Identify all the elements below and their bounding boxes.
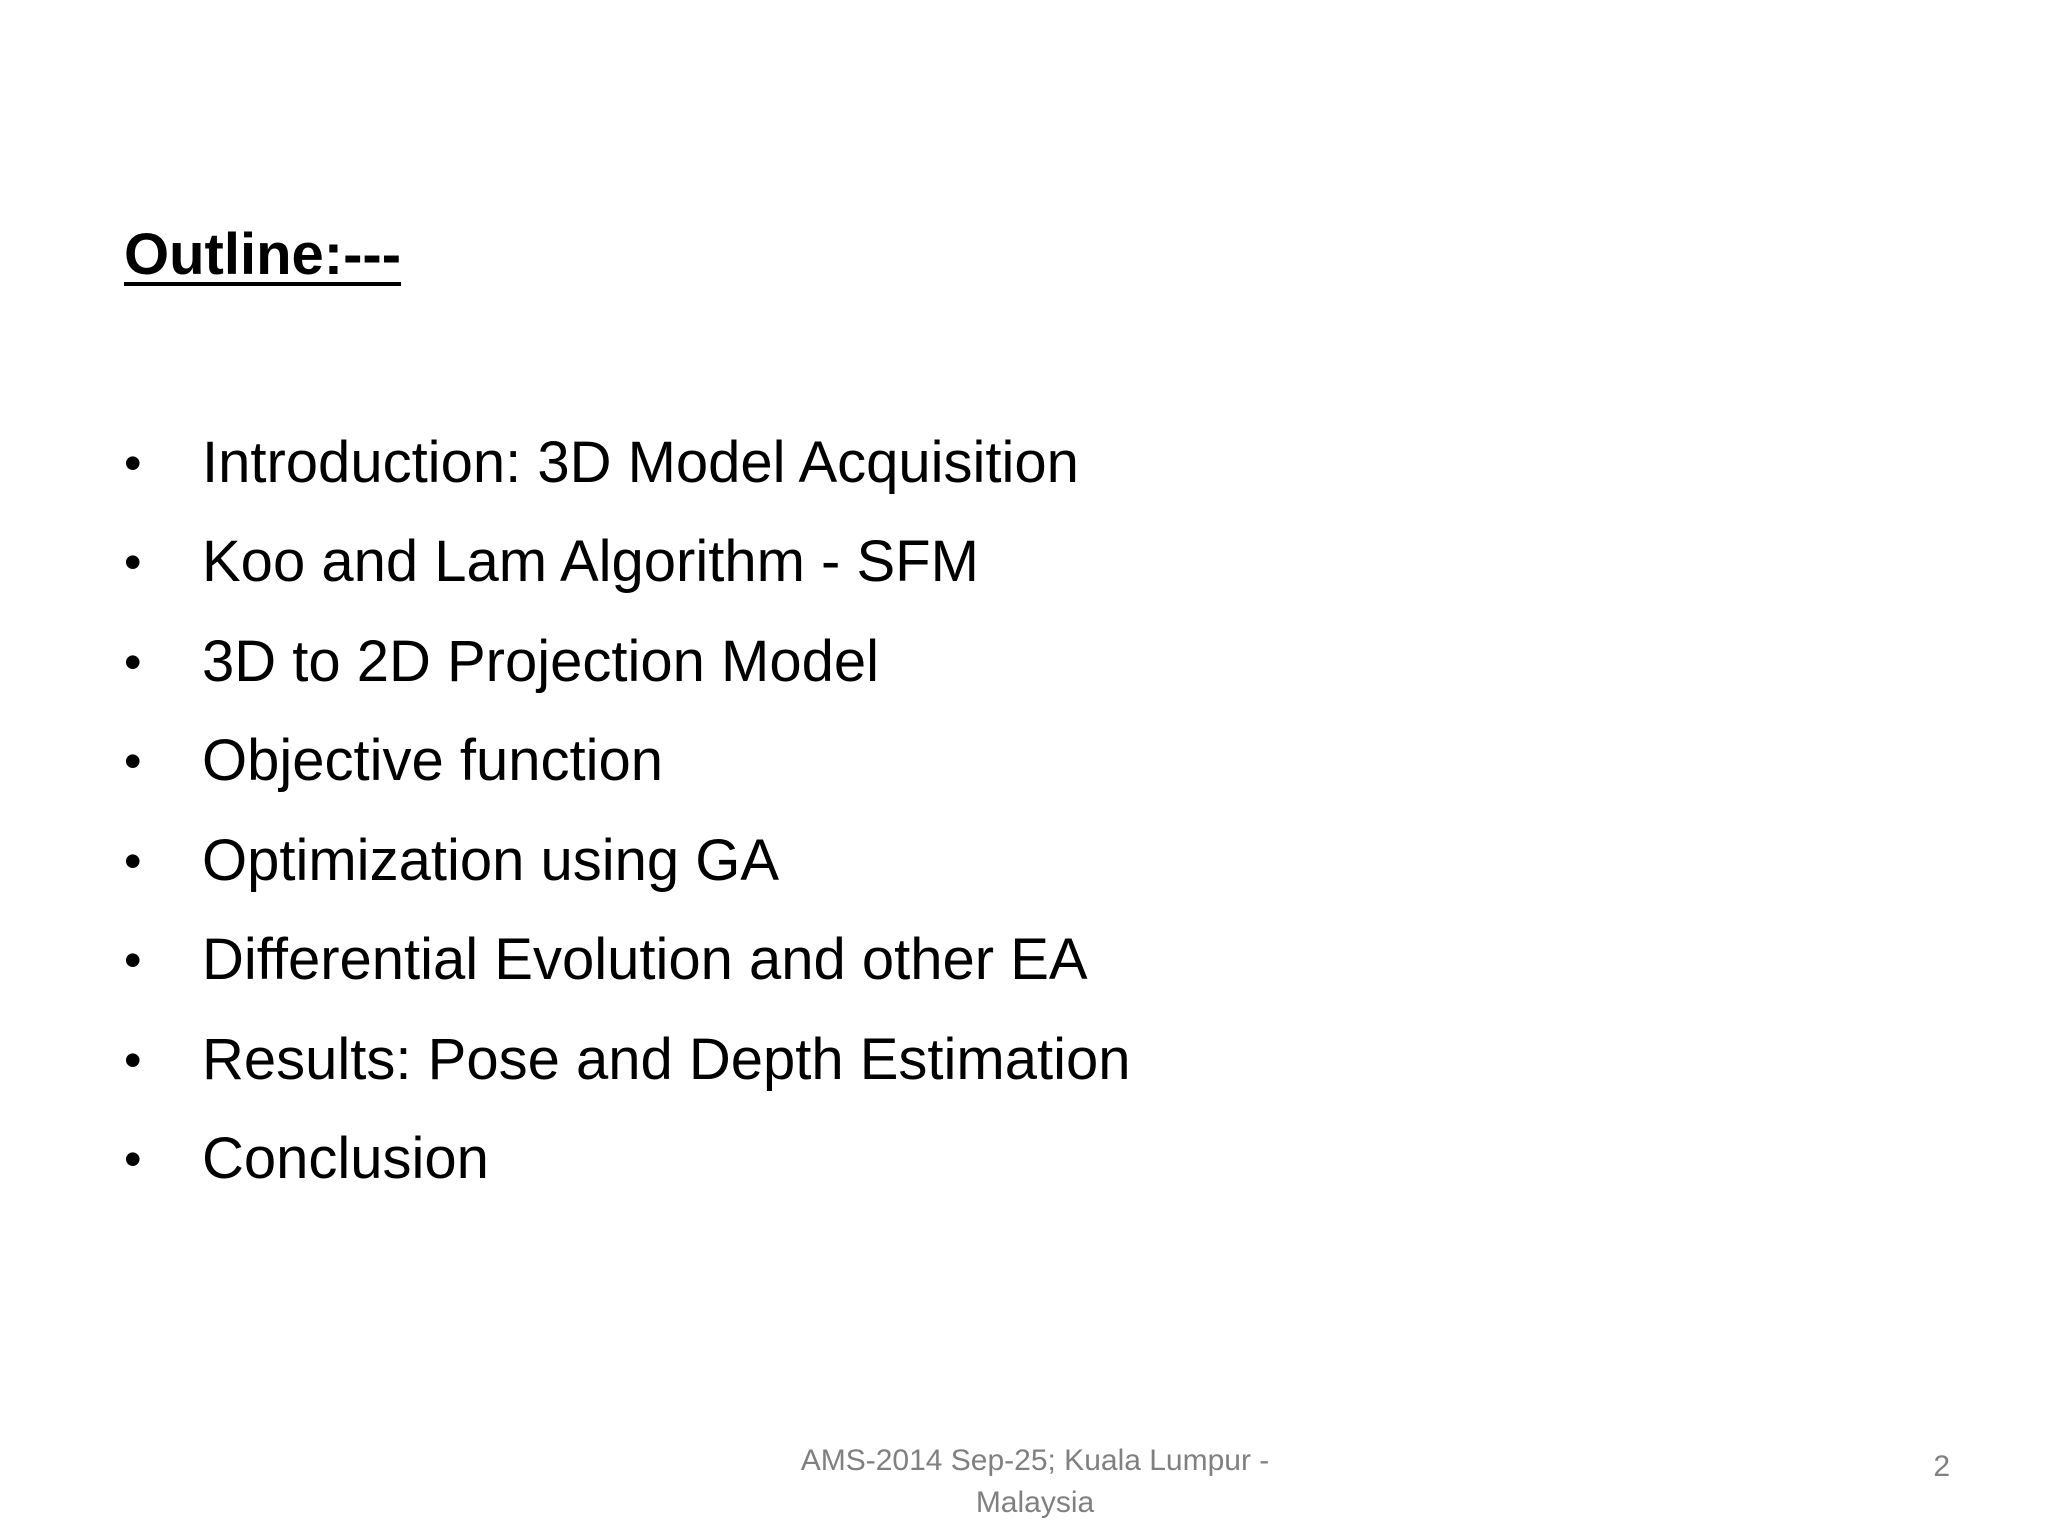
bullet-icon: • <box>124 534 142 591</box>
list-item <box>124 1010 1130 1110</box>
slide-title: Outline:--- <box>124 222 402 287</box>
bullet-icon: • <box>124 932 142 989</box>
footer-line-2: Malaysia <box>975 1486 1095 1519</box>
list-item-text: Koo and Lam Algorithm - SFM <box>202 529 979 595</box>
list-item-text: Introduction: 3D Model Acquisition <box>202 429 1079 495</box>
list-item <box>124 811 1130 911</box>
bullet-icon: • <box>124 1131 142 1188</box>
outline-list <box>124 413 1130 1209</box>
list-item <box>124 413 1130 513</box>
bullet-icon: • <box>124 832 142 889</box>
bullet-icon: • <box>124 434 142 491</box>
footer-line-1: AMS-2014 Sep-25; Kuala Lumpur - <box>800 1444 1270 1477</box>
list-item <box>124 612 1130 712</box>
list-item <box>124 911 1130 1011</box>
list-item-text: 3D to 2D Projection Model <box>202 628 879 694</box>
bullet-icon: • <box>124 1031 142 1088</box>
list-item <box>124 1110 1130 1210</box>
list-item-text: Differential Evolution and other EA <box>202 927 1088 993</box>
page-number: 2 <box>1933 1450 1950 1483</box>
list-item-text: Objective function <box>202 728 664 794</box>
bullet-icon: • <box>124 733 142 790</box>
list-item <box>124 513 1130 613</box>
slide-footer <box>735 1440 1335 1524</box>
list-item-text: Optimization using GA <box>202 827 780 893</box>
list-item-text: Results: Pose and Depth Estimation <box>202 1026 1131 1092</box>
list-item-text: Conclusion <box>202 1126 489 1192</box>
list-item <box>124 712 1130 812</box>
bullet-icon: • <box>124 633 142 690</box>
